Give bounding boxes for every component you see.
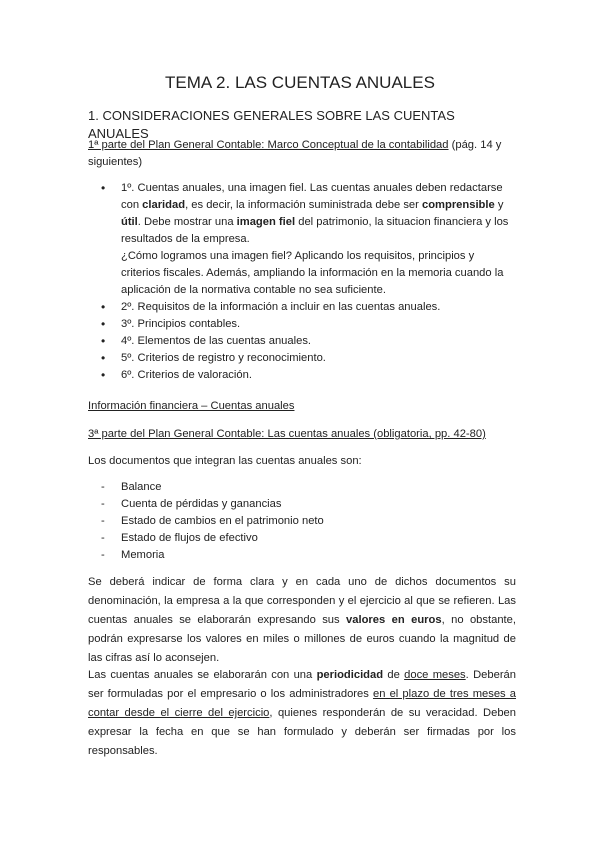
- list-item: • 5º. Criterios de registro y reconocimiento.: [88, 350, 516, 367]
- info-financiera-heading: Información financiera – Cuentas anuales: [88, 400, 295, 412]
- list-item: • 3º. Principios contables.: [88, 316, 516, 333]
- paragraph-2: [88, 666, 516, 761]
- document-title: TEMA 2. LAS CUENTAS ANUALES: [165, 73, 435, 92]
- underlined-text: en el plazo de tres meses a contar desde el cierre del ejercicio: [88, 688, 517, 719]
- requirements-list: [88, 180, 516, 384]
- list-item: • 2º. Requisitos de la información a incluir en las cuentas anuales.: [88, 299, 516, 316]
- list-item: • 6º. Criterios de valoración.: [88, 367, 516, 384]
- item-question: ¿Cómo logramos una imagen fiel? Aplicando los requisitos, principios y criterios fiscales. Además, ampliando la información en la memoria cuando la aplicación de la normativa contable no sea suficiente.: [121, 250, 504, 296]
- list-item: - Estado de flujos de efectivo: [88, 530, 516, 547]
- para-text: . Deberán ser formuladas por el empresario o los administradores: [88, 669, 516, 700]
- list-item: [88, 180, 516, 299]
- part3-heading: 3ª parte del Plan General Contable: Las cuentas anuales (obligatoria, pp. 42-80): [88, 428, 486, 440]
- list-item: - Estado de cambios en el patrimonio neto: [88, 513, 516, 530]
- item-text: 1º. Cuentas anuales, una imagen fiel. Las cuentas anuales deben redactarse con: [121, 182, 503, 211]
- list-item: - Cuenta de pérdidas y ganancias: [88, 496, 516, 513]
- bold-term: comprensible: [421, 199, 495, 211]
- list-item: - Balance: [88, 479, 516, 496]
- bold-term: periodicidad: [316, 669, 384, 681]
- paragraph-1: [88, 573, 516, 668]
- part1-paragraph: [88, 137, 516, 171]
- bold-term: valores en euros: [346, 614, 442, 626]
- item-text: , es decir, la información suministrada debe ser: [185, 199, 422, 211]
- bold-term: imagen fiel: [236, 216, 296, 228]
- documents-intro: Los documentos que integran las cuentas anuales son:: [88, 455, 362, 467]
- para-text: , quienes responderán de su veracidad. Deben expresar la fecha en que se han formulado y deberán ser firmadas por los responsables.: [88, 707, 516, 757]
- para-text: Se deberá indicar de forma clara y en cada uno de dichos documentos su denominación, la empresa a la que corresponden y el ejercicio al que se refieren. Las cuentas anuales se elaborarán expresando sus: [88, 576, 516, 626]
- para-text: de: [383, 669, 405, 681]
- bold-term: útil: [121, 216, 138, 228]
- item-text: . Debe mostrar una: [137, 216, 237, 228]
- bold-term: claridad: [142, 199, 186, 211]
- documents-list: [88, 479, 516, 564]
- para-text: , no obstante, podrán expresarse los valores en miles o millones de euros cuando la magnitud de las cifras así lo aconsejen.: [88, 614, 516, 664]
- underlined-text: doce meses: [404, 669, 466, 681]
- para-text: Las cuentas anuales se elaborarán con una: [88, 669, 317, 681]
- part1-link: 1ª parte del Plan General Contable: Marco Conceptual de la contabilidad: [88, 139, 449, 151]
- section-heading: 1. CONSIDERACIONES GENERALES SOBRE LAS CUENTAS ANUALES: [88, 108, 455, 141]
- part1-suffix: (pág. 14 y siguientes): [88, 139, 502, 168]
- item-text: del patrimonio, la situacion financiera y los resultados de la empresa.: [121, 216, 509, 245]
- list-item: - Memoria: [88, 547, 516, 564]
- list-item: • 4º. Elementos de las cuentas anuales.: [88, 333, 516, 350]
- item-text: y: [494, 199, 504, 211]
